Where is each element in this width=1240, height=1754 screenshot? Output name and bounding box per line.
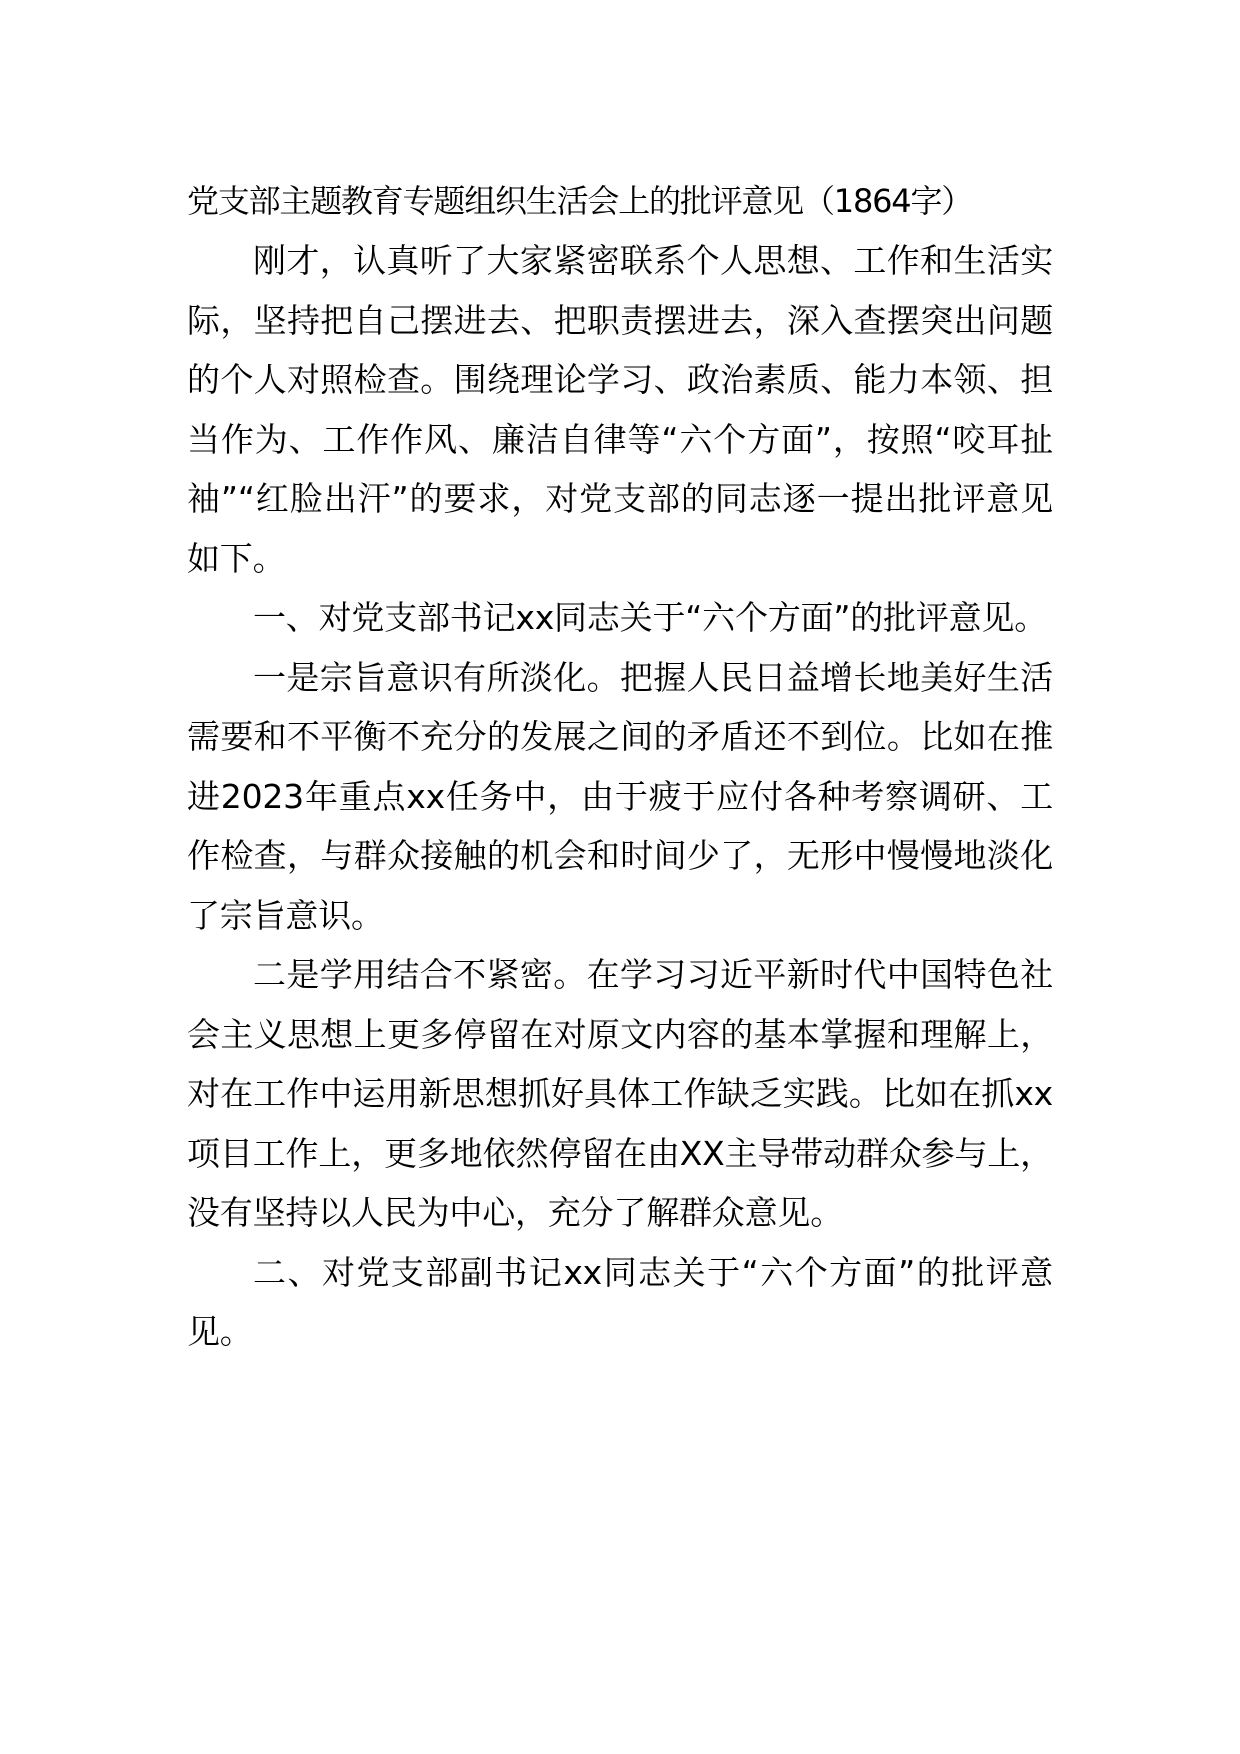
- intro-paragraph: 刚才，认真听了大家紧密联系个人思想、工作和生活实际，坚持把自己摆进去、把职责摆进去，深入查摆突出问题的个人对照检查。围绕理论学习、政治素质、能力本领、担当作为、工作作风、廉洁自律等“六个方面”，按照“咬耳扯袖”“红脸出汗”的要求，对党支部的同志逐一提出批评意见如下。: [187, 241, 1053, 578]
- point-paragraph-2: 二是学用结合不紧密。在学习习近平新时代中国特色社会主义思想上更多停留在对原文内容的基本掌握和理解上，对在工作中运用新思想抓好具体工作缺乏实践。比如在抓xx项目工作上，更多地依然停留在由XX主导带动群众参与上，没有坚持以人民为中心，充分了解群众意见。: [187, 955, 1053, 1232]
- point-paragraph-1: 一是宗旨意识有所淡化。把握人民日益增长地美好生活需要和不平衡不充分的发展之间的矛盾还不到位。比如在推进2023年重点xx任务中，由于疲于应付各种考察调研、工作检查，与群众接触的机会和时间少了，无形中慢慢地淡化了宗旨意识。: [187, 657, 1053, 935]
- document-title: 党支部主题教育专题组织生活会上的批评意见（1864字）: [187, 182, 973, 220]
- section-heading-2: 二、对党支部副书记xx同志关于“六个方面”的批评意见。: [187, 1252, 1053, 1351]
- document-page: [187, 172, 1053, 1362]
- section-heading-1: 一、对党支部书记xx同志关于“六个方面”的批评意见。: [253, 598, 1048, 637]
